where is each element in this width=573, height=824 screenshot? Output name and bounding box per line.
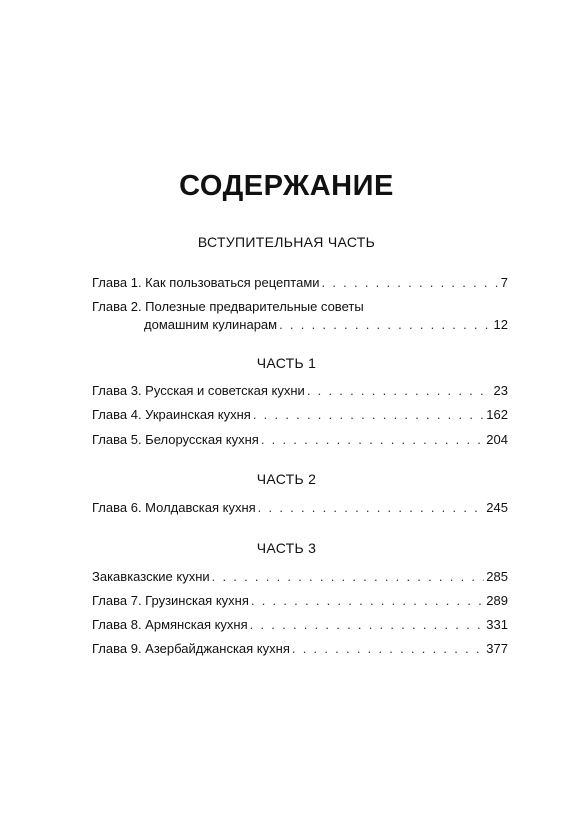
toc-entry-transcaucasian[interactable] <box>92 569 508 586</box>
section-heading-intro: ВСТУПИТЕЛЬНАЯ ЧАСТЬ <box>197 234 376 250</box>
dot-leader <box>251 593 484 608</box>
toc-entry-label: Глава 3. Русская и советская кухни <box>92 383 305 398</box>
toc-entry-chapter-6[interactable] <box>92 500 508 517</box>
toc-entry-label: Глава 4. Украинская кухня <box>92 407 251 422</box>
page-title: СОДЕРЖАНИЕ <box>179 170 394 202</box>
toc-entry-page: 289 <box>486 593 508 608</box>
dot-leader <box>212 569 485 584</box>
toc-entry-chapter-7[interactable] <box>92 593 508 610</box>
toc-entry-label: Глава 9. Азербайджанская кухня <box>92 641 290 656</box>
toc-entry-label: Глава 1. Как пользоваться рецептами <box>92 275 320 290</box>
toc-entry-page: 12 <box>493 317 508 332</box>
toc-entry-page: 204 <box>486 432 508 447</box>
dot-leader <box>307 383 492 398</box>
toc-entry-chapter-8[interactable] <box>92 617 508 634</box>
toc-entry-label: Закавказские кухни <box>92 569 210 584</box>
toc-entry-label: домашним кулинарам <box>144 317 278 332</box>
toc-entry-label: Глава 5. Белорусская кухня <box>92 432 259 447</box>
toc-entry-label: Глава 7. Грузинская кухня <box>92 593 249 608</box>
toc-entry-chapter-4[interactable] <box>92 407 508 424</box>
toc-entry-page: 245 <box>486 500 508 515</box>
toc-entry-chapter-2-line1[interactable]: Глава 2. Полезные предварительные советы <box>92 299 364 314</box>
section-heading-part-2: ЧАСТЬ 2 <box>256 471 317 487</box>
dot-leader <box>261 432 484 447</box>
toc-entry-page: 23 <box>493 383 508 398</box>
dot-leader <box>279 317 491 332</box>
toc-entry-label: Глава 6. Молдавская кухня <box>92 500 256 515</box>
toc-entry-page: 285 <box>486 569 508 584</box>
dot-leader <box>250 617 485 632</box>
toc-entry-page: 331 <box>486 617 508 632</box>
toc-entry-page: 7 <box>500 275 508 290</box>
dot-leader <box>258 500 485 515</box>
toc-entry-chapter-5[interactable] <box>92 432 508 449</box>
dot-leader <box>292 641 484 656</box>
toc-entry-chapter-3[interactable] <box>92 383 508 400</box>
toc-entry-chapter-1[interactable] <box>92 275 508 292</box>
toc-entry-chapter-9[interactable] <box>92 641 508 658</box>
toc-entry-label: Глава 8. Армянская кухня <box>92 617 248 632</box>
section-heading-part-3: ЧАСТЬ 3 <box>256 540 317 556</box>
toc-entry-chapter-2[interactable] <box>92 317 508 334</box>
dot-leader <box>253 407 484 422</box>
toc-entry-page: 162 <box>486 407 508 422</box>
section-heading-part-1: ЧАСТЬ 1 <box>256 355 317 371</box>
toc-entry-page: 377 <box>486 641 508 656</box>
dot-leader <box>322 275 499 290</box>
